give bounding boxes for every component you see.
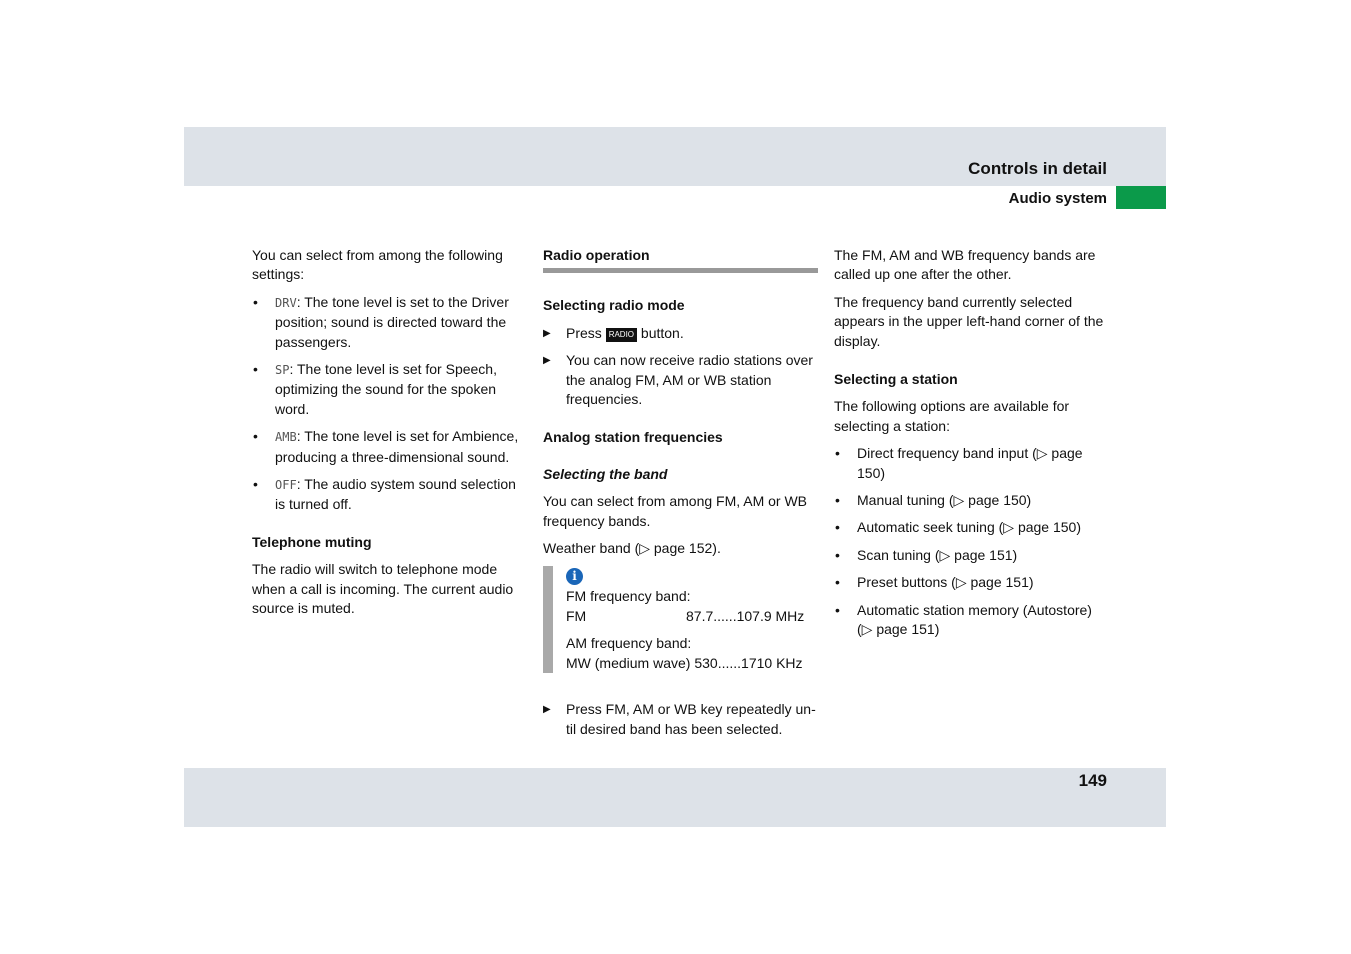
station-options-list xyxy=(834,444,1109,639)
info-box xyxy=(543,566,818,673)
list-item: • Automatic station memory (Autostore) (▷ page 151) xyxy=(834,601,1109,640)
fm-band: FM xyxy=(566,607,587,624)
section-tab-marker xyxy=(1116,186,1166,209)
analog-frequencies-heading: Analog station frequencies xyxy=(543,429,723,446)
setting-text: : The tone level is set for Speech, optimizing the sound for the spoken word. xyxy=(275,361,497,417)
list-item: • Scan tuning (▷ page 151) xyxy=(834,546,1109,565)
bands-text: The FM, AM and WB frequency bands are called up one after the other. xyxy=(834,247,1096,283)
setting-text: : The audio system sound selection is turned off. xyxy=(275,476,516,513)
setting-code: DRV xyxy=(275,295,297,310)
setting-code: SP xyxy=(275,363,290,378)
am-row: MW (medium wave) 530......1710 KHz xyxy=(566,654,803,671)
am-label: AM frequency band: xyxy=(566,635,692,652)
radio-key-icon: RADIO xyxy=(606,328,637,342)
list-item xyxy=(252,360,527,419)
telephone-muting-text: The radio will switch to telephone mode when a call is incoming. The current audio source is muted. xyxy=(252,561,514,617)
current-band-text: The frequency band currently selected appears in the upper left-hand corner of the display. xyxy=(834,293,1104,349)
column-2 xyxy=(543,246,818,747)
selecting-station-heading: Selecting a station xyxy=(834,371,958,388)
page-number: 149 xyxy=(1078,771,1107,790)
settings-list xyxy=(252,293,527,515)
fm-label: FM frequency band: xyxy=(566,588,691,605)
instruction-step: ▶ Press RADIO button. xyxy=(543,324,818,343)
step-arrow-icon: ▶ xyxy=(543,704,551,716)
settings-intro: You can select from among the following settings: xyxy=(252,247,503,283)
list-item xyxy=(252,293,527,352)
section-title: Controls in detail xyxy=(968,159,1107,178)
fm-row xyxy=(566,607,818,626)
fm-range: 87.7......107.9 MHz xyxy=(686,607,805,624)
radio-mode-heading: Selecting radio mode xyxy=(543,297,685,314)
setting-code: AMB xyxy=(275,430,297,445)
column-1 xyxy=(252,246,527,627)
list-item: • Automatic seek tuning (▷ page 150) xyxy=(834,518,1109,537)
setting-code: OFF xyxy=(275,478,297,493)
list-item: • Preset buttons (▷ page 151) xyxy=(834,573,1109,592)
band-text: You can select from among FM, AM or WB frequency bands. xyxy=(543,493,808,529)
list-item xyxy=(252,427,527,467)
column-3 xyxy=(834,246,1109,648)
radio-operation-heading: Radio operation xyxy=(543,246,818,273)
list-item: • Direct frequency band input (▷ page 150) xyxy=(834,444,1109,483)
subsection-title: Audio system xyxy=(1008,190,1107,207)
telephone-muting-heading: Telephone muting xyxy=(252,533,372,550)
setting-text: : The tone level is set to the Driver position; sound is directed toward the passengers. xyxy=(275,293,509,350)
list-item xyxy=(252,475,527,515)
station-intro: The following options are available for selecting a station: xyxy=(834,398,1070,434)
footer-band xyxy=(184,768,1166,827)
instruction-step: ▶ Press FM, AM or WB key repeatedly un-til desired band has been selected. xyxy=(543,701,816,737)
instruction-step: ▶ You can now receive radio stations over the analog FM, AM or WB station frequencies. xyxy=(543,352,813,408)
step-arrow-icon: ▶ xyxy=(543,355,551,367)
weather-band-text: Weather band (▷ page 152). xyxy=(543,540,721,557)
list-item: • Manual tuning (▷ page 150) xyxy=(834,491,1109,510)
setting-text: : The tone level is set for Ambience, producing a three-dimensional sound. xyxy=(275,428,519,465)
info-icon: i xyxy=(566,568,583,585)
selecting-band-heading: Selecting the band xyxy=(543,465,668,482)
step-arrow-icon: ▶ xyxy=(543,327,551,339)
